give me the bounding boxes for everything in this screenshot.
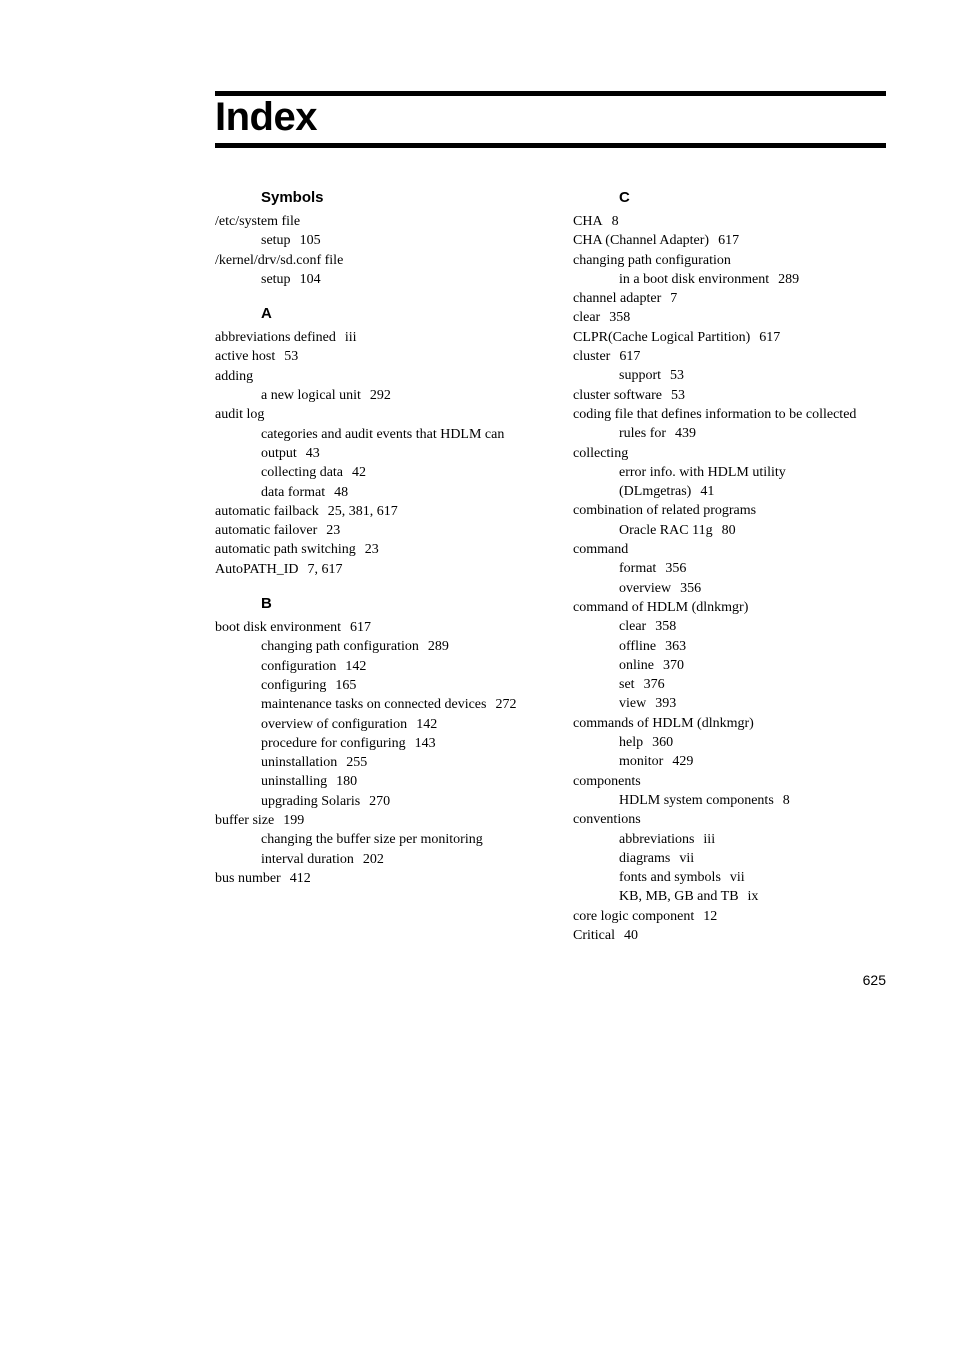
entry-term: coding file that defines information to be collected — [573, 406, 857, 422]
index-entry — [215, 367, 560, 386]
index-subentry — [215, 425, 560, 444]
index-entry — [573, 289, 893, 308]
entry-page-ref[interactable]: 358 — [609, 310, 631, 326]
entry-term: buffer size — [215, 813, 275, 829]
entry-term: setup — [261, 233, 291, 249]
index-subentry — [573, 675, 893, 694]
entry-term: boot disk environment — [215, 620, 341, 636]
entry-term: view — [619, 696, 647, 712]
index-subentry — [573, 617, 893, 636]
index-entry — [215, 405, 560, 424]
entry-page-ref[interactable]: 53 — [670, 368, 684, 384]
entry-term: bus number — [215, 870, 281, 886]
index-subentry — [573, 849, 893, 868]
entry-page-ref[interactable]: 180 — [336, 774, 358, 790]
entry-term: clear — [573, 310, 601, 326]
index-entry — [215, 560, 560, 579]
index-entry — [215, 618, 560, 637]
entry-term: CLPR(Cache Logical Partition) — [573, 329, 751, 345]
entry-page-ref[interactable]: 289 — [427, 639, 449, 655]
index-entry — [215, 502, 560, 521]
entry-page-ref[interactable]: 142 — [416, 716, 438, 732]
index-entry — [573, 444, 893, 463]
entry-term: components — [573, 773, 641, 789]
section-heading: Symbols — [261, 189, 324, 206]
entry-term: Critical — [573, 927, 615, 943]
index-subentry — [215, 734, 560, 753]
index-entry — [573, 231, 893, 250]
index-entry — [573, 386, 893, 405]
entry-page-ref[interactable]: 165 — [335, 677, 357, 693]
index-entry — [573, 347, 893, 366]
entry-term: procedure for configuring — [261, 735, 406, 751]
entry-page-ref[interactable]: 8 — [611, 214, 619, 229]
entry-page-ref[interactable]: 7 — [670, 291, 678, 307]
entry-page-ref[interactable]: iii — [703, 831, 716, 847]
section-heading: B — [261, 595, 272, 613]
entry-term: active host — [215, 349, 276, 365]
entry-term: (DLmgetras) — [619, 484, 692, 500]
entry-term: KB, MB, GB and TB — [619, 889, 739, 905]
entry-term: cluster software — [573, 387, 663, 403]
index-subentry — [215, 715, 560, 734]
entry-term: output — [261, 445, 297, 461]
entry-term: error info. with HDLM utility — [619, 464, 786, 480]
index-subentry — [573, 482, 893, 501]
entry-term: conventions — [573, 812, 641, 828]
index-entry — [215, 251, 560, 270]
entry-page-ref[interactable]: 53 — [671, 387, 686, 403]
entry-term: adding — [215, 368, 254, 384]
entry-term: uninstallation — [261, 755, 338, 771]
index-entry — [573, 907, 893, 926]
index-subentry — [215, 772, 560, 791]
entry-page-ref[interactable]: 617 — [350, 620, 371, 636]
entry-term: interval duration — [261, 851, 354, 867]
index-subentry — [215, 753, 560, 772]
index-subentry — [215, 695, 560, 714]
entry-page-ref[interactable]: 41 — [700, 484, 715, 500]
entry-page-ref[interactable]: 48 — [334, 484, 349, 500]
index-entry — [215, 521, 560, 540]
entry-page-ref[interactable]: 80 — [721, 522, 736, 538]
index-subentry — [215, 463, 560, 482]
entry-page-ref[interactable]: 43 — [305, 445, 320, 461]
index-column-left — [215, 188, 560, 888]
entry-page-ref[interactable]: 105 — [299, 233, 321, 249]
entry-page-ref[interactable]: 412 — [289, 870, 311, 886]
index-section — [573, 188, 893, 945]
index-section — [215, 594, 560, 888]
index-subentry — [573, 637, 893, 656]
entry-page-ref[interactable]: 7, 617 — [307, 561, 343, 577]
entry-page-ref[interactable]: 393 — [655, 696, 677, 712]
entry-page-ref[interactable]: 289 — [778, 271, 800, 287]
entry-page-ref[interactable]: 199 — [283, 813, 305, 829]
entry-page-ref[interactable]: 356 — [680, 580, 702, 596]
entry-page-ref[interactable]: 8 — [782, 792, 790, 808]
index-subentry — [573, 270, 893, 289]
entry-term: /kernel/drv/sd.conf file — [215, 252, 344, 268]
index-subentry — [215, 657, 560, 676]
index-entry — [215, 811, 560, 830]
entry-term: channel adapter — [573, 291, 662, 307]
index-subentry — [573, 791, 893, 810]
index-subentry — [573, 656, 893, 675]
entry-page-ref[interactable]: 358 — [655, 619, 677, 635]
entry-page-ref[interactable]: 255 — [346, 755, 368, 771]
entry-page-ref[interactable]: 40 — [624, 927, 638, 943]
entry-term: audit log — [215, 407, 265, 423]
entry-term: offline — [619, 638, 657, 654]
index-subentry — [573, 559, 893, 578]
entry-term: diagrams — [619, 850, 671, 866]
page-title: Index — [215, 95, 317, 139]
entry-page-ref[interactable]: 53 — [284, 349, 299, 365]
entry-page-ref[interactable]: 270 — [369, 793, 391, 809]
entry-term: categories and audit events that HDLM can — [261, 426, 505, 442]
index-subentry — [215, 792, 560, 811]
index-column-right — [573, 188, 893, 945]
entry-term: changing path configuration — [573, 252, 731, 268]
index-subentry — [573, 521, 893, 540]
entry-term: overview of configuration — [261, 716, 408, 732]
entry-page-ref[interactable]: 376 — [643, 677, 665, 693]
index-subentry — [215, 676, 560, 695]
entry-page-ref[interactable]: 429 — [672, 754, 694, 770]
entry-page-ref[interactable]: 104 — [299, 271, 321, 287]
entry-term: rules for — [619, 426, 667, 442]
index-subentry — [215, 483, 560, 502]
entry-term: automatic failback — [215, 503, 319, 519]
entry-page-ref[interactable]: 360 — [652, 735, 674, 751]
entry-term: automatic failover — [215, 523, 318, 539]
page-number: 625 — [862, 972, 886, 988]
index-entry — [215, 347, 560, 366]
index-entry — [573, 810, 893, 829]
entry-term: core logic component — [573, 908, 695, 924]
index-entry — [573, 714, 893, 733]
entry-term: command — [573, 542, 629, 558]
entry-term: CHA (Channel Adapter) — [573, 233, 710, 249]
entry-term: Oracle RAC 11g — [619, 522, 713, 538]
entry-term: uninstalling — [261, 774, 328, 790]
index-subentry — [573, 694, 893, 713]
entry-page-ref[interactable]: vii — [729, 870, 745, 886]
entry-page-ref[interactable]: 12 — [703, 908, 718, 924]
entry-term: collecting — [573, 445, 629, 461]
index-entry — [573, 405, 893, 424]
entry-term: in a boot disk environment — [619, 271, 770, 287]
entry-page-ref[interactable]: 23 — [364, 542, 379, 558]
entry-term: format — [619, 561, 657, 577]
index-subentry — [215, 270, 560, 289]
index-subentry — [573, 463, 893, 482]
entry-term: maintenance tasks on connected devices — [261, 697, 487, 713]
index-entry — [573, 308, 893, 327]
index-entry — [573, 540, 893, 559]
entry-term: changing the buffer size per monitoring — [261, 832, 483, 848]
entry-page-ref[interactable]: 202 — [362, 851, 384, 867]
entry-term: configuration — [261, 658, 337, 674]
entry-term: clear — [619, 619, 647, 635]
index-entry — [573, 251, 893, 270]
entry-page-ref[interactable]: 23 — [326, 523, 341, 539]
entry-page-ref[interactable]: 439 — [675, 426, 697, 442]
index-entry — [215, 540, 560, 559]
entry-term: abbreviations — [619, 831, 695, 847]
entry-term: help — [619, 735, 644, 751]
index-entry — [573, 328, 893, 347]
entry-page-ref[interactable]: 25, 381, 617 — [327, 503, 398, 519]
entry-term: automatic path switching — [215, 542, 356, 558]
entry-term: support — [619, 368, 661, 384]
index-entry — [573, 212, 893, 231]
index-entry — [573, 598, 893, 617]
entry-page-ref[interactable]: vii — [679, 850, 695, 866]
entry-term: upgrading Solaris — [261, 793, 361, 809]
entry-term: /etc/system file — [215, 214, 301, 229]
index-subentry — [573, 579, 893, 598]
index-subentry — [573, 366, 893, 385]
entry-page-ref[interactable]: 370 — [663, 657, 684, 673]
entry-page-ref[interactable]: ix — [747, 889, 759, 905]
index-subentry — [573, 868, 893, 887]
entry-page-ref[interactable]: 42 — [352, 465, 367, 481]
index-section — [215, 304, 560, 579]
index-subentry — [215, 231, 560, 250]
entry-term: setup — [261, 271, 291, 287]
section-heading: C — [619, 189, 630, 206]
index-section — [215, 188, 560, 289]
entry-page-ref[interactable]: 356 — [665, 561, 687, 577]
entry-term: configuring — [261, 677, 327, 693]
title-bottom-rule — [215, 143, 886, 148]
entry-term: data format — [261, 484, 326, 500]
index-subentry — [215, 444, 560, 463]
entry-term: cluster — [573, 349, 611, 365]
entry-term: abbreviations defined — [215, 330, 336, 346]
index-subentry — [215, 830, 560, 849]
entry-page-ref[interactable]: 292 — [369, 388, 391, 404]
entry-term: commands of HDLM (dlnkmgr) — [573, 715, 754, 731]
entry-page-ref[interactable]: 272 — [495, 697, 517, 713]
entry-term: combination of related programs — [573, 503, 757, 519]
index-subentry — [573, 752, 893, 771]
index-entry — [215, 869, 560, 888]
entry-page-ref[interactable]: 617 — [759, 329, 781, 345]
index-entry — [215, 212, 560, 231]
entry-term: HDLM system components — [619, 792, 774, 808]
index-subentry — [573, 830, 893, 849]
entry-term: overview — [619, 580, 672, 596]
entry-page-ref[interactable]: 617 — [718, 233, 740, 249]
entry-term: CHA — [573, 214, 603, 229]
entry-page-ref[interactable]: 363 — [665, 638, 687, 654]
index-entry — [573, 926, 893, 945]
entry-page-ref[interactable]: 617 — [619, 349, 641, 365]
index-entry — [573, 501, 893, 520]
index-subentry — [573, 887, 893, 906]
entry-term: AutoPATH_ID — [215, 561, 299, 577]
entry-page-ref[interactable]: 143 — [414, 735, 436, 751]
index-entry — [573, 772, 893, 791]
index-subentry — [573, 424, 893, 443]
index-subentry — [573, 733, 893, 752]
index-subentry — [215, 637, 560, 656]
entry-term: command of HDLM (dlnkmgr) — [573, 599, 749, 615]
entry-term: collecting data — [261, 465, 344, 481]
entry-term: set — [619, 677, 635, 693]
index-subentry — [215, 850, 560, 869]
entry-term: a new logical unit — [261, 388, 361, 404]
index-entry — [215, 328, 560, 347]
entry-term: fonts and symbols — [619, 870, 721, 886]
index-subentry — [215, 386, 560, 405]
section-heading: A — [261, 305, 272, 323]
entry-term: monitor — [619, 754, 664, 770]
entry-term: changing path configuration — [261, 639, 419, 655]
entry-term: online — [619, 657, 654, 673]
entry-page-ref[interactable]: iii — [344, 330, 357, 346]
entry-page-ref[interactable]: 142 — [345, 658, 367, 674]
